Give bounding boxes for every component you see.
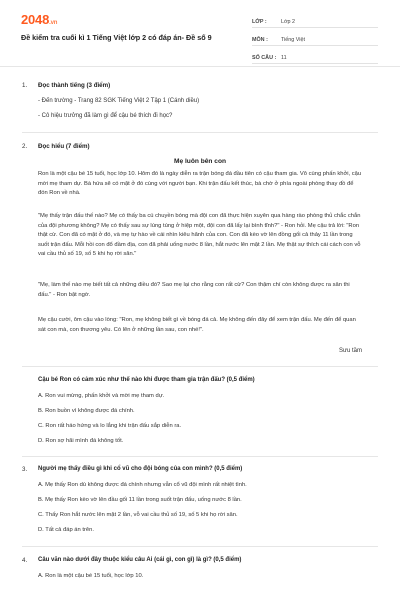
meta-row-class bbox=[252, 14, 378, 28]
meta-value: Lớp 2 bbox=[281, 19, 296, 25]
story-paragraph: Mẹ cậu cười, ôm cậu vào lòng: "Ron, mẹ không biết gì về bóng đá cả. Mẹ không đến đây để xem trận đấu. Mẹ đến để quan sát con mà, con thương yêu. Có lẽn ở những lần sau, con nhé!". bbox=[38, 317, 356, 333]
source-credit: Sưu tầm bbox=[338, 348, 362, 354]
header bbox=[0, 0, 400, 67]
story-paragraph: Ron là một cậu bé 15 tuổi, học lớp 10. Hôm đó là ngày diễn ra trận bóng đá đầu tiên có cậu tham gia. Vô cùng phấn khởi, cậu mời mẹ tham dự. Bà hứa sẽ có mặt ở đó cùng với người bạn. Khi trận đấu kết thúc, bà chờ ở phía ngoài phòng thay đồ để đón Ron về nhà. bbox=[38, 171, 362, 197]
story-title: Mẹ luôn bên con bbox=[173, 158, 227, 165]
section-title: Đọc hiểu (7 điểm) bbox=[38, 143, 90, 150]
site-logo[interactable] bbox=[21, 12, 57, 27]
logo-suffix: .vn bbox=[49, 20, 58, 26]
answer-option[interactable]: D. Ron sợ hãi mình đá không tốt. bbox=[38, 438, 124, 444]
meta-key: LỚP : bbox=[252, 19, 267, 25]
question-text: Người mẹ thấy điều gì khi cổ vũ cho đội bóng của con mình? (0,5 điểm) bbox=[38, 466, 243, 472]
answer-option[interactable]: A. Ron vui mừng, phấn khởi và mời mẹ tham dự. bbox=[38, 393, 165, 399]
meta-row-subject bbox=[252, 32, 378, 46]
story-paragraph: "Mẹ thấy trận đấu thế nào? Mẹ có thấy ba cú chuyền bóng mà đội con đã thực hiện xuyên qua hàng rào phòng thủ chắc chắn của đội phương không? Mẹ có thấy sau sự lúng túng ở hiệp một, đội con đã lấy lại bình tĩnh?" - Ron hỏi. Mẹ cậu trả lời: "Ron thật cừ. Con đã có mặt ở đó, và mẹ tự hào về cái nhìn kiêu hãnh của con. Con đã kèo vờ lên đồng gối cả thảy 11 lần trong suốt trận đấu. Mỗi hồi con đổ đầm địa, con đã phải uống nước 8 lần, hắt nước lên mặt 2 lần. Mẹ thật sự thích cái cách con vỗ vai cầu thủ số 19, số 5 khi họ rời sân." bbox=[38, 213, 361, 258]
question-text: Cậu bé Ron có cảm xúc như thế nào khi được tham gia trận đấu? (0,5 điểm) bbox=[38, 377, 255, 383]
divider bbox=[22, 546, 378, 547]
divider bbox=[22, 456, 378, 457]
story-paragraph: "Mẹ, làm thế nào mẹ biết tất cả những điều đó? Sao mẹ lại cho rằng con rất cừ? Con thậm chí còn không được ra sân thi đấu." - Ron bật ngờ. bbox=[38, 282, 350, 298]
document-meta bbox=[252, 14, 378, 68]
answer-option[interactable]: B. Ron buồn vì không được đá chính. bbox=[38, 408, 135, 414]
section-title: Đọc thành tiếng (3 điểm) bbox=[38, 82, 111, 89]
answer-option[interactable]: A. Mẹ thấy Ron dù không được đá chính nhưng vẫn cổ vũ đội mình rất nhiệt tình. bbox=[38, 482, 247, 488]
meta-key: MÔN : bbox=[252, 37, 268, 43]
answer-option[interactable]: B. Mẹ thấy Ron kèo vờ lên đầu gối 11 lần trong suốt trận đấu, uống nước 8 lần. bbox=[38, 497, 242, 503]
divider bbox=[22, 132, 378, 133]
section-number: 2. bbox=[22, 143, 28, 150]
meta-value: 11 bbox=[281, 55, 287, 61]
document-title: Đề kiểm tra cuối kì 1 Tiếng Việt lớp 2 có đáp án- Đề số 9 bbox=[21, 33, 212, 42]
meta-row-question-count bbox=[252, 50, 378, 64]
section-number: 1. bbox=[22, 82, 28, 89]
answer-option[interactable]: A. Ron là một cậu bé 15 tuổi, học lớp 10. bbox=[38, 573, 144, 579]
question-text: Câu văn nào dưới đây thuộc kiểu câu Ai (cái gì, con gì) là gì? (0,5 điểm) bbox=[38, 557, 242, 563]
question-number: 3. bbox=[22, 466, 28, 473]
text-line: - Đến trường - Trang 82 SGK Tiếng Việt 2 Tập 1 (Cánh diều) bbox=[38, 98, 200, 104]
logo-text: 2048 bbox=[21, 12, 50, 27]
answer-option[interactable]: C. Thấy Ron hắt nước lên mặt 2 lần, vỗ vai cầu thủ số 19, số 5 khi họ rời sân. bbox=[38, 512, 238, 518]
meta-key: SỐ CÂU : bbox=[252, 55, 277, 61]
meta-value: Tiếng Việt bbox=[281, 37, 305, 43]
question-number: 4. bbox=[22, 557, 28, 564]
divider bbox=[22, 366, 378, 367]
answer-option[interactable]: C. Ron rất háo hứng và lo lắng khi trận đấu sắp diễn ra. bbox=[38, 423, 182, 429]
answer-option[interactable]: D. Tất cả đáp án trên. bbox=[38, 527, 94, 533]
text-line: - Cô hiệu trưởng đã làm gì để cậu bé thích đi học? bbox=[38, 113, 173, 119]
